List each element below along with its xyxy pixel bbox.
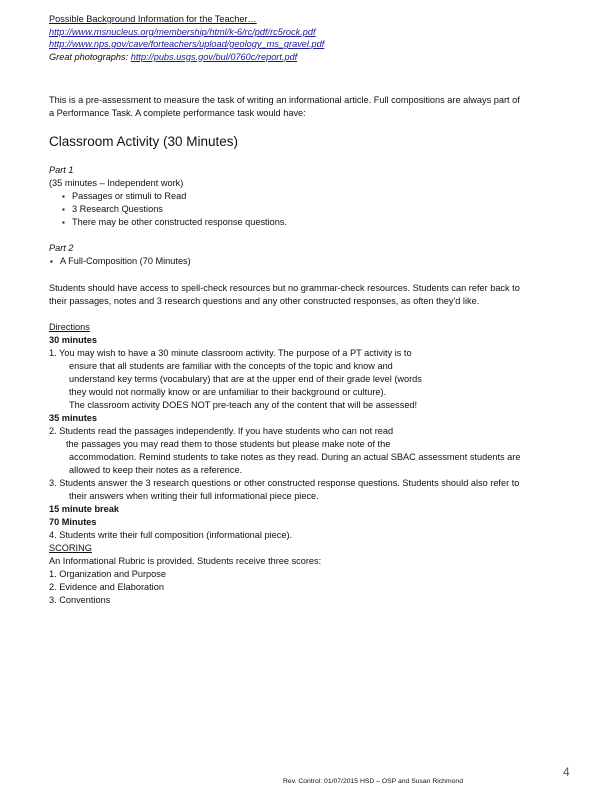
break-time: 15 minute break	[49, 504, 119, 514]
step1-line-5: The classroom activity DOES NOT pre-teach any of the content that will be assessed!	[69, 400, 418, 410]
part1-bullet-2: ▪ 3 Research Questions	[62, 203, 163, 217]
scoring-item-3: 3. Conventions	[49, 595, 111, 605]
photos-label: Great photographs:	[49, 51, 129, 62]
resource-link-1[interactable]: http://www.msnucleus.org/membership/html/k-6/rc/pdf/rc5rock.pdf	[49, 26, 316, 37]
part2-bullet-1: ▪ A Full-Composition (70 Minutes)	[50, 255, 191, 269]
step2-line-2: the passages you may read them to those students but please make note of the	[66, 439, 391, 449]
step1-line-2: ensure that all students are familiar with the concepts of the topic and know and	[69, 361, 393, 371]
background-heading: Possible Background Information for the Teacher…	[49, 14, 257, 24]
intro-line-2: a Performance Task. A complete performance task would have:	[49, 108, 306, 118]
step1-line-4: they would not normally know or are unfamiliar to their background or culture).	[69, 387, 387, 397]
part1-bullet-3: ▪ There may be other constructed response questions.	[62, 216, 287, 230]
step3-line-2: their answers when writing their full informational piece piece.	[69, 491, 319, 501]
intro-line-1: This is a pre-assessment to measure the task of writing an informational article. Full compositions are always part of	[49, 95, 520, 105]
scoring-item-1: 1. Organization and Purpose	[49, 569, 166, 579]
time-35: 35 minutes	[49, 413, 97, 423]
part1-title: Part 1	[49, 165, 74, 175]
time-70: 70 Minutes	[49, 517, 97, 527]
step2-line-3: accommodation. Remind students to take notes as they read. During an actual SBAC assessment students are	[69, 452, 521, 462]
directions-title: Directions	[49, 322, 90, 332]
photos-line	[49, 51, 297, 64]
scoring-intro: An Informational Rubric is provided. Students receive three scores:	[49, 556, 322, 566]
part1-subtitle: (35 minutes – Independent work)	[49, 178, 184, 188]
time-30: 30 minutes	[49, 335, 97, 345]
resource-link-2[interactable]: http://www.nps.gov/cave/forteachers/upload/geology_ms_gravel.pdf	[49, 39, 325, 49]
part2-title: Part 2	[49, 243, 74, 253]
step1-line-3: understand key terms (vocabulary) that are at the upper end of their grade level (words	[69, 374, 422, 384]
page-number: 4	[563, 765, 570, 779]
scoring-item-2: 2. Evidence and Elaboration	[49, 582, 164, 592]
footer-revision: Rev. Control: 01/07/2015 HSD – OSP and Susan Richmond	[283, 778, 463, 785]
step4-line: 4. Students write their full composition (informational piece).	[49, 530, 293, 540]
access-line-1: Students should have access to spell-check resources but no grammar-check resources. Students can refer back to	[49, 283, 520, 293]
step2-line-4: allowed to keep their notes as a reference.	[69, 465, 243, 475]
photos-link[interactable]: http://pubs.usgs.gov/bul/0760c/report.pdf	[130, 51, 298, 62]
step3-line-1: 3. Students answer the 3 research questions or other constructed response questions. Students should also refer to	[49, 478, 520, 488]
step1-line-1: 1. You may wish to have a 30 minute classroom activity. The purpose of a PT activity is to	[49, 348, 412, 358]
access-line-2: their passages, notes and 3 research questions and any other constructed responses, as often they'd like.	[49, 296, 480, 306]
part1-bullet-1: ▪ Passages or stimuli to Read	[62, 190, 186, 204]
scoring-title: SCORING	[49, 543, 92, 553]
step2-line-1: 2. Students read the passages independently. If you have students who can not read	[49, 426, 394, 436]
activity-title: Classroom Activity (30 Minutes)	[49, 134, 239, 149]
